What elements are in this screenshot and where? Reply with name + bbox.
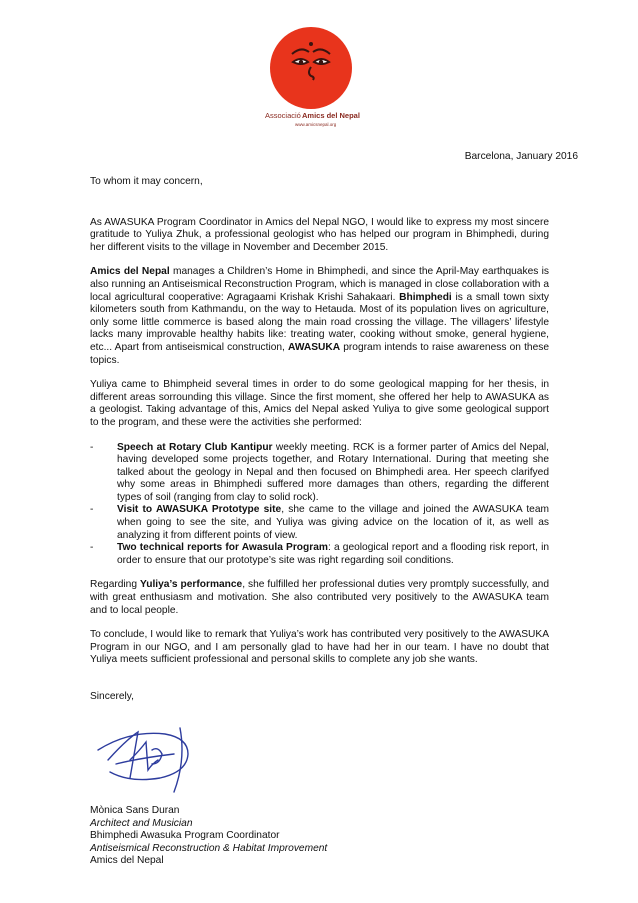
letter-date: Barcelona, January 2016 — [464, 151, 578, 162]
list-item: - Visit to AWASUKA Prototype site, she came to the village and joined the AWASUKA team when going to see the site, and Yuliya was giving advice on the location of it, as well as analyzing it from different points of view. — [90, 504, 549, 541]
handwritten-signature — [90, 720, 200, 795]
bold-bhimphedi: Bhimphedi — [399, 291, 452, 303]
bold-performance: Yuliya’s performance — [139, 579, 243, 591]
paragraph-conclusion: To conclude, I would like to remark that Yuliya’s work has contributed very positively to the AWASUKA Program in our NGO, and I am personally glad to have had her in our team. I have no doubt that Yuliya meets sufficient professional and personal skills to complete any job she wants. — [90, 629, 549, 666]
list-item: - Speech at Rotary Club Kantipur weekly meeting. RCK is a former parter of Amics del Nepal, having developed some projects together, and Rotary International. During that meeting she talked about the geology in Nepal and then focused on Bhimphedi area. Her speech clarifyed why some areas in Bhimphedi suffered more damages than others, regarding the different types of soil (ranging from clay to solid rock). — [90, 441, 549, 503]
amics-del-nepal-logo — [259, 20, 379, 130]
bold-org-name: Amics del Nepal — [90, 266, 170, 278]
paragraph-about-org: Amics del Nepal manages a Children’s Home in Bhimphedi, and since the April-May earthquakes is also running an Antiseismical Reconstruction Program, which is managed in close collaboration with a local agricultural cooperative: Agragaami Krishak Krishi Sahakaari. Bhimphedi is a small town sixty kilometers south from Kathmandu, on the way to Hetauda. Most of its population lives on agriculture, only some little commerce is based along the main road crossing the village. The villagers’ lifestyle lacks many improvable healthy habits like: treating water, cooking without smoke, general hygiene, etc... Apart from antiseismical construction, AWASUKA program intends to raise awareness on these topics. — [90, 266, 549, 366]
logo-website: www.amicsnepal.org — [295, 122, 337, 127]
signer-department: Antiseismical Reconstruction & Habitat Improvement — [90, 842, 328, 854]
signer-title: Architect and Musician — [90, 817, 193, 829]
signer-role: Bhimphedi Awasuka Program Coordinator — [90, 830, 280, 841]
closing: Sincerely, — [90, 691, 134, 702]
signer-name: Mònica Sans Duran — [90, 805, 180, 816]
logo-org-prefix: Associació — [265, 111, 301, 120]
list-item: - Two technical reports for Awasula Program: a geological report and a flooding risk report, in order to ensure that our prototype’s site was right regarding soil conditions. — [90, 542, 549, 566]
letter-body — [90, 176, 549, 704]
logo-org-name: Amics del Nepal — [302, 111, 360, 120]
signer-block — [90, 805, 327, 868]
bold-awasuka: AWASUKA — [288, 341, 341, 353]
signer-org: Amics del Nepal — [90, 855, 164, 866]
activities-list — [90, 442, 549, 568]
paragraph-intro: As AWASUKA Program Coordinator in Amics del Nepal NGO, I would like to express my most sincere gratitude to Yuliya Zhuk, a professional geologist who has helped our program in Bhimphedi, during her different visits to the village in November and December 2015. — [90, 216, 549, 253]
paragraph-performance: Regarding Yuliya’s performance, she fulfilled her professional duties very promtply successfully, and with great enthusiasm and motivation. She also contributed very positively to the AWASUKA team and to local people. — [90, 579, 550, 616]
paragraph-yuliya-intro: Yuliya came to Bhimpheid several times in order to do some geological mapping for her thesis, in different areas sorrounding this village. Since the first moment, she offered her help to AWASUKA as a geologist. Taking advantage of this, Amics del Nepal asked Yuliya to give some geological support to the program, and these were the activities she performed: — [90, 379, 549, 428]
salutation: To whom it may concern, — [90, 176, 203, 187]
